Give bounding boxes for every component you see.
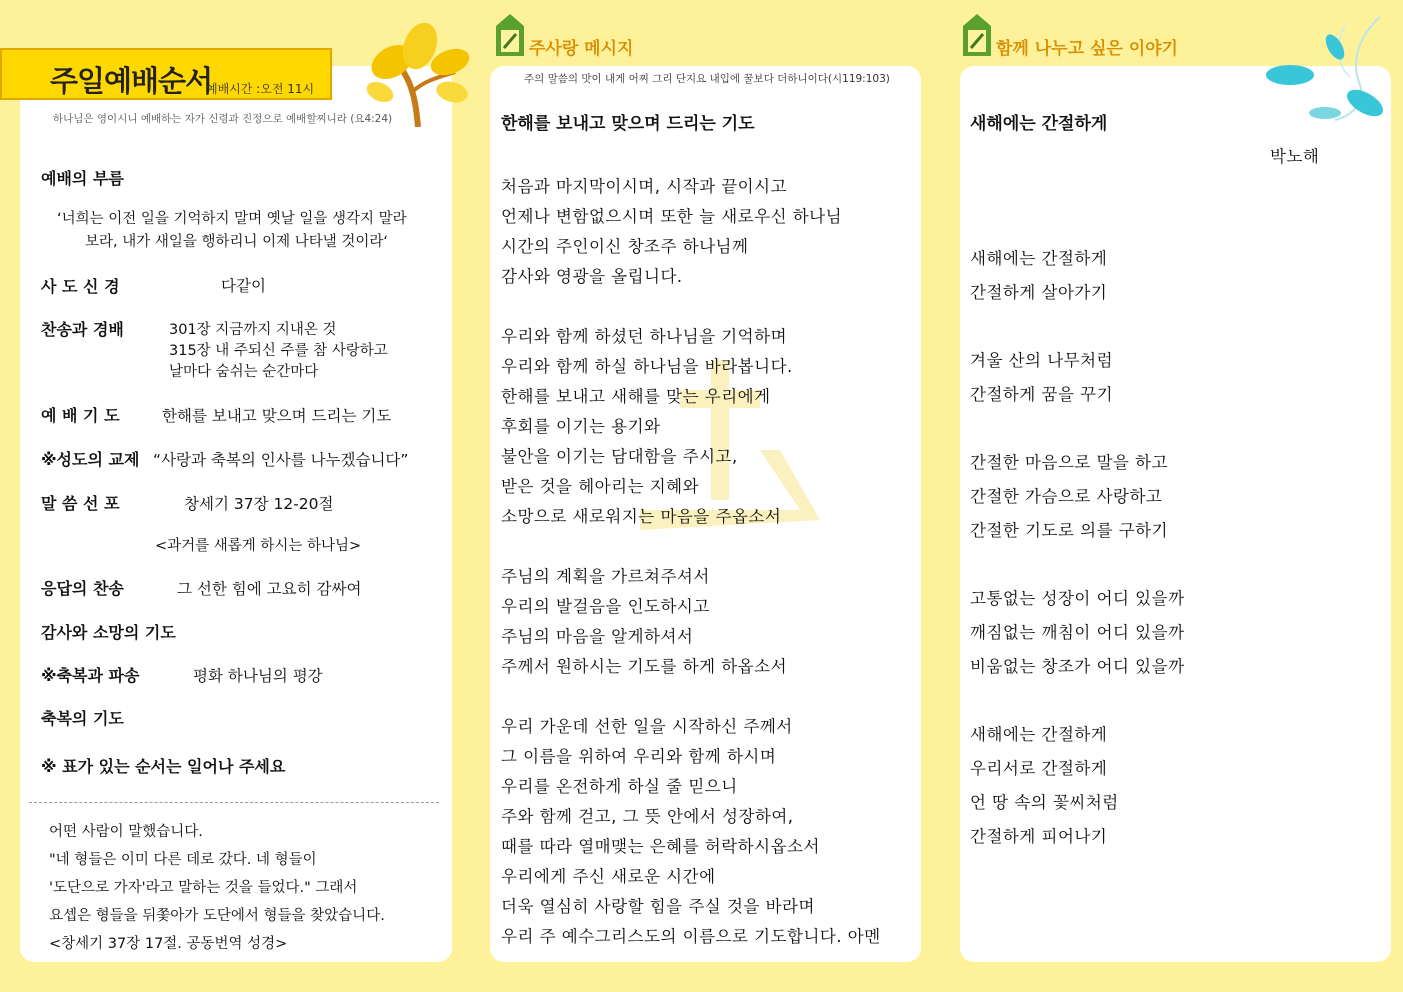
story-author: 박노해 <box>1270 147 1320 166</box>
sermon-ref: 창세기 37장 12-20절 <box>184 495 334 513</box>
prayer-label: 예 배 기 도 <box>41 406 120 425</box>
fellowship-row <box>41 447 409 470</box>
story-line: 깨짐없는 깨침이 어디 있을까 <box>970 623 1185 642</box>
message-line: 처음과 마지막이시며, 시작과 끝이시고 <box>501 177 788 196</box>
hymn-1: 301장 지금까지 지내온 것 <box>169 322 337 338</box>
message-verse: 주의 말씀의 맛이 내게 어찌 그리 단지요 내입에 꿀보다 더하니이다(시119:103) <box>524 73 890 85</box>
message-line: 우리를 온전하게 하실 줄 믿으니 <box>501 777 738 796</box>
message-line: 불안을 이기는 담대함을 주시고, <box>501 447 738 466</box>
message-line: 우리에게 주신 새로운 시간에 <box>501 867 716 886</box>
hymn-2: 315장 내 주되신 주를 참 사랑하고 <box>169 343 388 359</box>
story-line: 간절한 마음으로 말을 하고 <box>970 453 1169 472</box>
sermon-row <box>41 491 334 514</box>
call-label: 예배의 부름 <box>41 169 124 188</box>
call-text-2: 보라, 내가 새일을 행하리니 이제 나타낼 것이라‘ <box>85 234 389 250</box>
story-line: 언 땅 속의 꽃씨처럼 <box>970 793 1119 812</box>
book-logo-icon <box>492 12 528 58</box>
quote-line-3: '도단으로 가자'라고 말하는 것을 들었다." 그래서 <box>49 880 358 896</box>
fellowship-label: ※성도의 교제 <box>41 450 140 469</box>
benediction-row <box>41 663 323 686</box>
creed-value: 다같이 <box>221 277 266 295</box>
benediction-value: 평화 하나님의 평강 <box>193 667 323 685</box>
thanks-label: 감사와 소망의 기도 <box>41 623 176 642</box>
quote-line-4: 요셉은 형들을 뒤쫓아가 도단에서 형들을 찾았습니다. <box>49 908 385 924</box>
message-line: 더욱 열심히 사랑할 힘을 주실 것을 바라며 <box>501 897 815 916</box>
message-line: 우리 가운데 선한 일을 시작하신 주께서 <box>501 717 793 736</box>
blessing-label: 축복의 기도 <box>41 709 124 728</box>
sermon-label: 말 씀 선 포 <box>41 494 120 513</box>
motto: 하나님은 영이시니 예배하는 자가 신령과 진정으로 예배할찌니라 (요4:24) <box>53 113 393 125</box>
story-line: 간절하게 꿈을 꾸기 <box>970 385 1114 404</box>
response-row <box>41 576 362 599</box>
message-line: 소망으로 새로워지는 마음을 주옵소서 <box>501 507 782 526</box>
message-line: 주님의 마음을 알게하셔서 <box>501 627 694 646</box>
response-label: 응답의 찬송 <box>41 579 124 598</box>
story-line: 새해에는 간절하게 <box>970 249 1108 268</box>
hymn-label: 찬송과 경배 <box>41 320 124 339</box>
story-line: 간절한 기도로 의를 구하기 <box>970 521 1169 540</box>
hymn-row <box>41 317 124 340</box>
message-line: 주께서 원하시는 기도를 하게 하옵소서 <box>501 657 788 676</box>
message-line: 언제나 변함없으시며 또한 늘 새로우신 하나님 <box>501 207 843 226</box>
sermon-title: <과거를 새롭게 하시는 하나님> <box>155 538 362 554</box>
message-line: 한해를 보내고 새해를 맞는 우리에게 <box>501 387 771 406</box>
quote-line-5: <창세기 37장 17절. 공동번역 성경> <box>49 936 288 952</box>
message-line: 주님의 계획을 가르쳐주셔서 <box>501 567 710 586</box>
message-line: 우리 주 예수그리스도의 이름으로 기도합니다. 아멘 <box>501 927 881 946</box>
message-line: 때를 따라 열매맺는 은혜를 허락하시옵소서 <box>501 837 820 856</box>
stand-note: ※ 표가 있는 순서는 일어나 주세요 <box>41 757 286 776</box>
story-line: 고통없는 성장이 어디 있을까 <box>970 589 1185 608</box>
worship-time: 예배시간 :오전 11시 <box>206 82 315 96</box>
prayer-value: 한해를 보내고 맞으며 드리는 기도 <box>162 407 392 425</box>
blessing-row <box>41 706 124 729</box>
story-line: 비움없는 창조가 어디 있을까 <box>970 657 1185 676</box>
call-to-worship <box>41 166 124 189</box>
message-line: 우리와 함께 하실 하나님을 바라봅니다. <box>501 357 793 376</box>
story-header: 함께 나누고 싶은 이야기 <box>996 39 1178 59</box>
story-line: 우리서로 간절하게 <box>970 759 1108 778</box>
story-line: 간절한 가슴으로 사랑하고 <box>970 487 1163 506</box>
story-line: 겨울 산의 나무처럼 <box>970 351 1114 370</box>
thanks-row <box>41 620 176 643</box>
story-line: 새해에는 간절하게 <box>970 725 1108 744</box>
message-line: 시간의 주인이신 창조주 하나님께 <box>501 237 749 256</box>
flourish-ornament-icon <box>1265 15 1400 133</box>
prayer-row <box>41 403 392 426</box>
message-title: 한해를 보내고 맞으며 드리는 기도 <box>501 114 755 134</box>
page-title: 주일예배순서 <box>50 64 213 98</box>
fellowship-value: “사랑과 축복의 인사를 나누겠습니다” <box>153 451 409 469</box>
message-header: 주사랑 메시지 <box>529 39 634 59</box>
message-line: 감사와 영광을 올립니다. <box>501 267 683 286</box>
book-logo-icon <box>959 12 995 58</box>
call-text-1: ‘너희는 이전 일을 기억하지 말며 옛날 일을 생각지 말라 <box>57 211 407 227</box>
response-value: 그 선한 힘에 고요히 감싸여 <box>177 580 362 598</box>
message-line: 그 이름을 위하여 우리와 함께 하시며 <box>501 747 777 766</box>
message-line: 후회를 이기는 용기와 <box>501 417 661 436</box>
story-line: 간절하게 살아가기 <box>970 283 1108 302</box>
message-line: 받은 것을 헤아리는 지혜와 <box>501 477 700 496</box>
message-line: 주와 함께 걷고, 그 뜻 안에서 성장하여, <box>501 807 794 826</box>
story-title: 새해에는 간절하게 <box>970 114 1108 134</box>
hymn-3: 날마다 숨쉬는 순간마다 <box>169 364 319 380</box>
message-line: 우리의 발걸음을 인도하시고 <box>501 597 710 616</box>
creed-label: 사 도 신 경 <box>41 277 120 296</box>
message-line: 우리와 함께 하셨던 하나님을 기억하며 <box>501 327 788 346</box>
story-line: 간절하게 피어나기 <box>970 827 1108 846</box>
benediction-label: ※축복과 파송 <box>41 666 140 685</box>
divider <box>29 802 439 803</box>
creed-row <box>41 274 266 297</box>
quote-line-2: "네 형들은 이미 다른 데로 갔다. 네 형들이 <box>49 852 317 868</box>
quote-line-1: 어떤 사람이 말했습니다. <box>49 824 203 840</box>
